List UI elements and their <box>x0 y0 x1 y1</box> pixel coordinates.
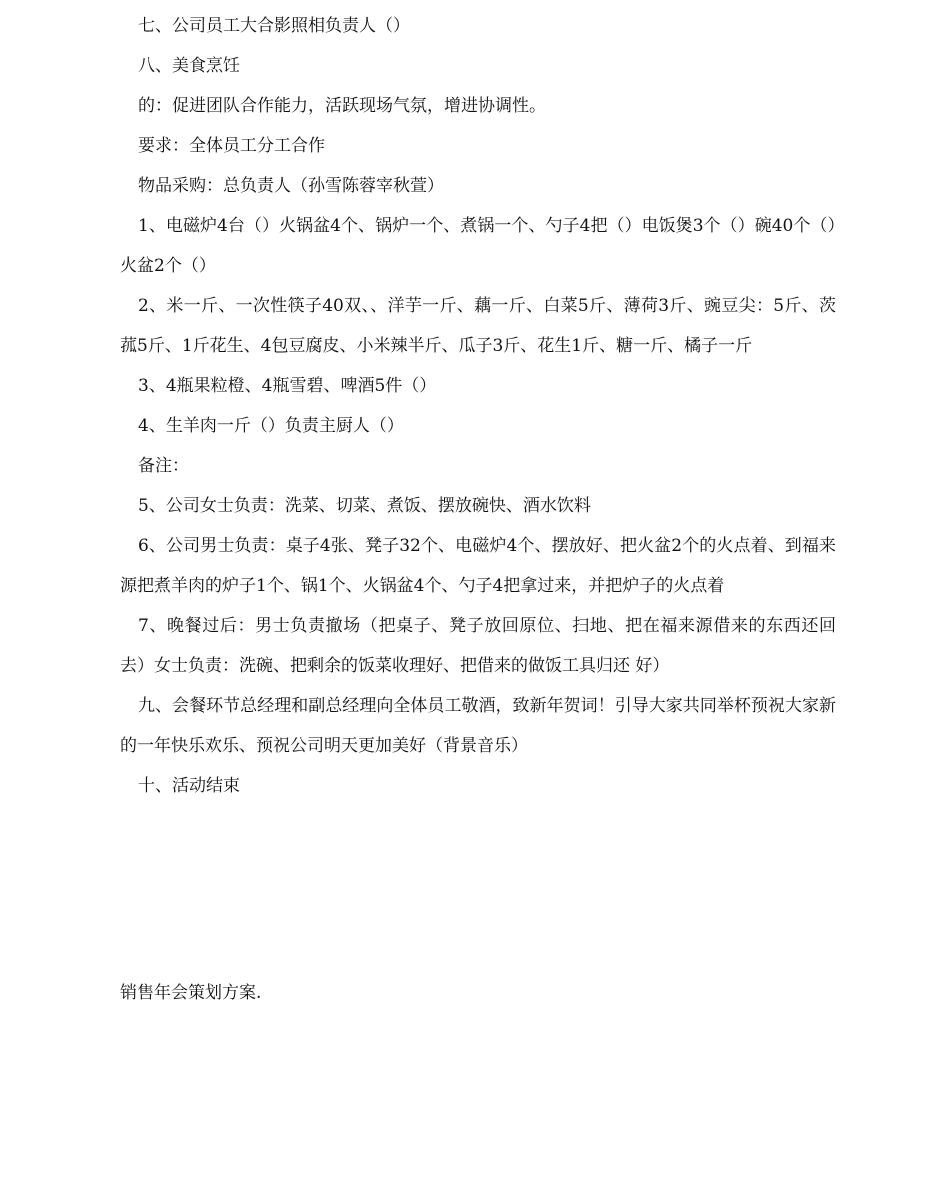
document-body <box>120 6 836 806</box>
item-5: 5、公司女士负责：洗菜、切菜、煮饭、摆放碗快、酒水饮料 <box>138 496 591 516</box>
section-9: 九、会餐环节总经理和副总经理向全体员工敬酒，致新年贺词！引导大家共同举杯预祝大家新的一年快乐欢乐、预祝公司明天更加美好（背景音乐） <box>120 696 836 756</box>
item-2: 2、米一斤、一次性筷子40双、、洋芋一斤、藕一斤、白菜5斤、薄荷3斤、豌豆尖：5斤、茨菰5斤、1斤花生、4包豆腐皮、小米辣半斤、瓜子3斤、花生1斤、糖一斤、橘子一斤 <box>120 296 836 356</box>
purchase-line: 物品采购：总负责人（孙雪陈蓉宰秋萱） <box>138 176 444 196</box>
section-7-photo: 七、公司员工大合影照相负责人（） <box>138 16 410 36</box>
section-8-heading: 八、美食烹饪 <box>138 56 240 76</box>
notes-label: 备注： <box>138 456 189 476</box>
document-footer-title: 销售年会策划方案. <box>120 983 262 1003</box>
item-1: 1、电磁炉4台（）火锅盆4个、锅炉一个、煮锅一个、勺子4把（）电饭煲3个（）碗40个（）火盆2个（） <box>120 216 836 276</box>
section-10: 十、活动结束 <box>138 776 240 796</box>
item-6: 6、公司男士负责：桌子4张、凳子32个、电磁炉4个、摆放好、把火盆2个的火点着、到福来源把煮羊肉的炉子1个、锅1个、火锅盆4个、勺子4把拿过来，并把炉子的火点着 <box>120 536 836 596</box>
requirement-line: 要求：全体员工分工合作 <box>138 136 325 156</box>
item-3: 3、4瓶果粒橙、4瓶雪碧、啤酒5件（） <box>138 376 437 396</box>
purpose-line: 的：促进团队合作能力，活跃现场气氛，增进协调性。 <box>138 96 546 116</box>
item-4: 4、生羊肉一斤（）负责主厨人（） <box>138 416 404 436</box>
item-7: 7、晚餐过后：男士负责撤场（把桌子、凳子放回原位、扫地、把在福来源借来的东西还回去）女士负责：洗碗、把剩余的饭菜收理好、把借来的做饭工具归还 好） <box>120 616 836 676</box>
